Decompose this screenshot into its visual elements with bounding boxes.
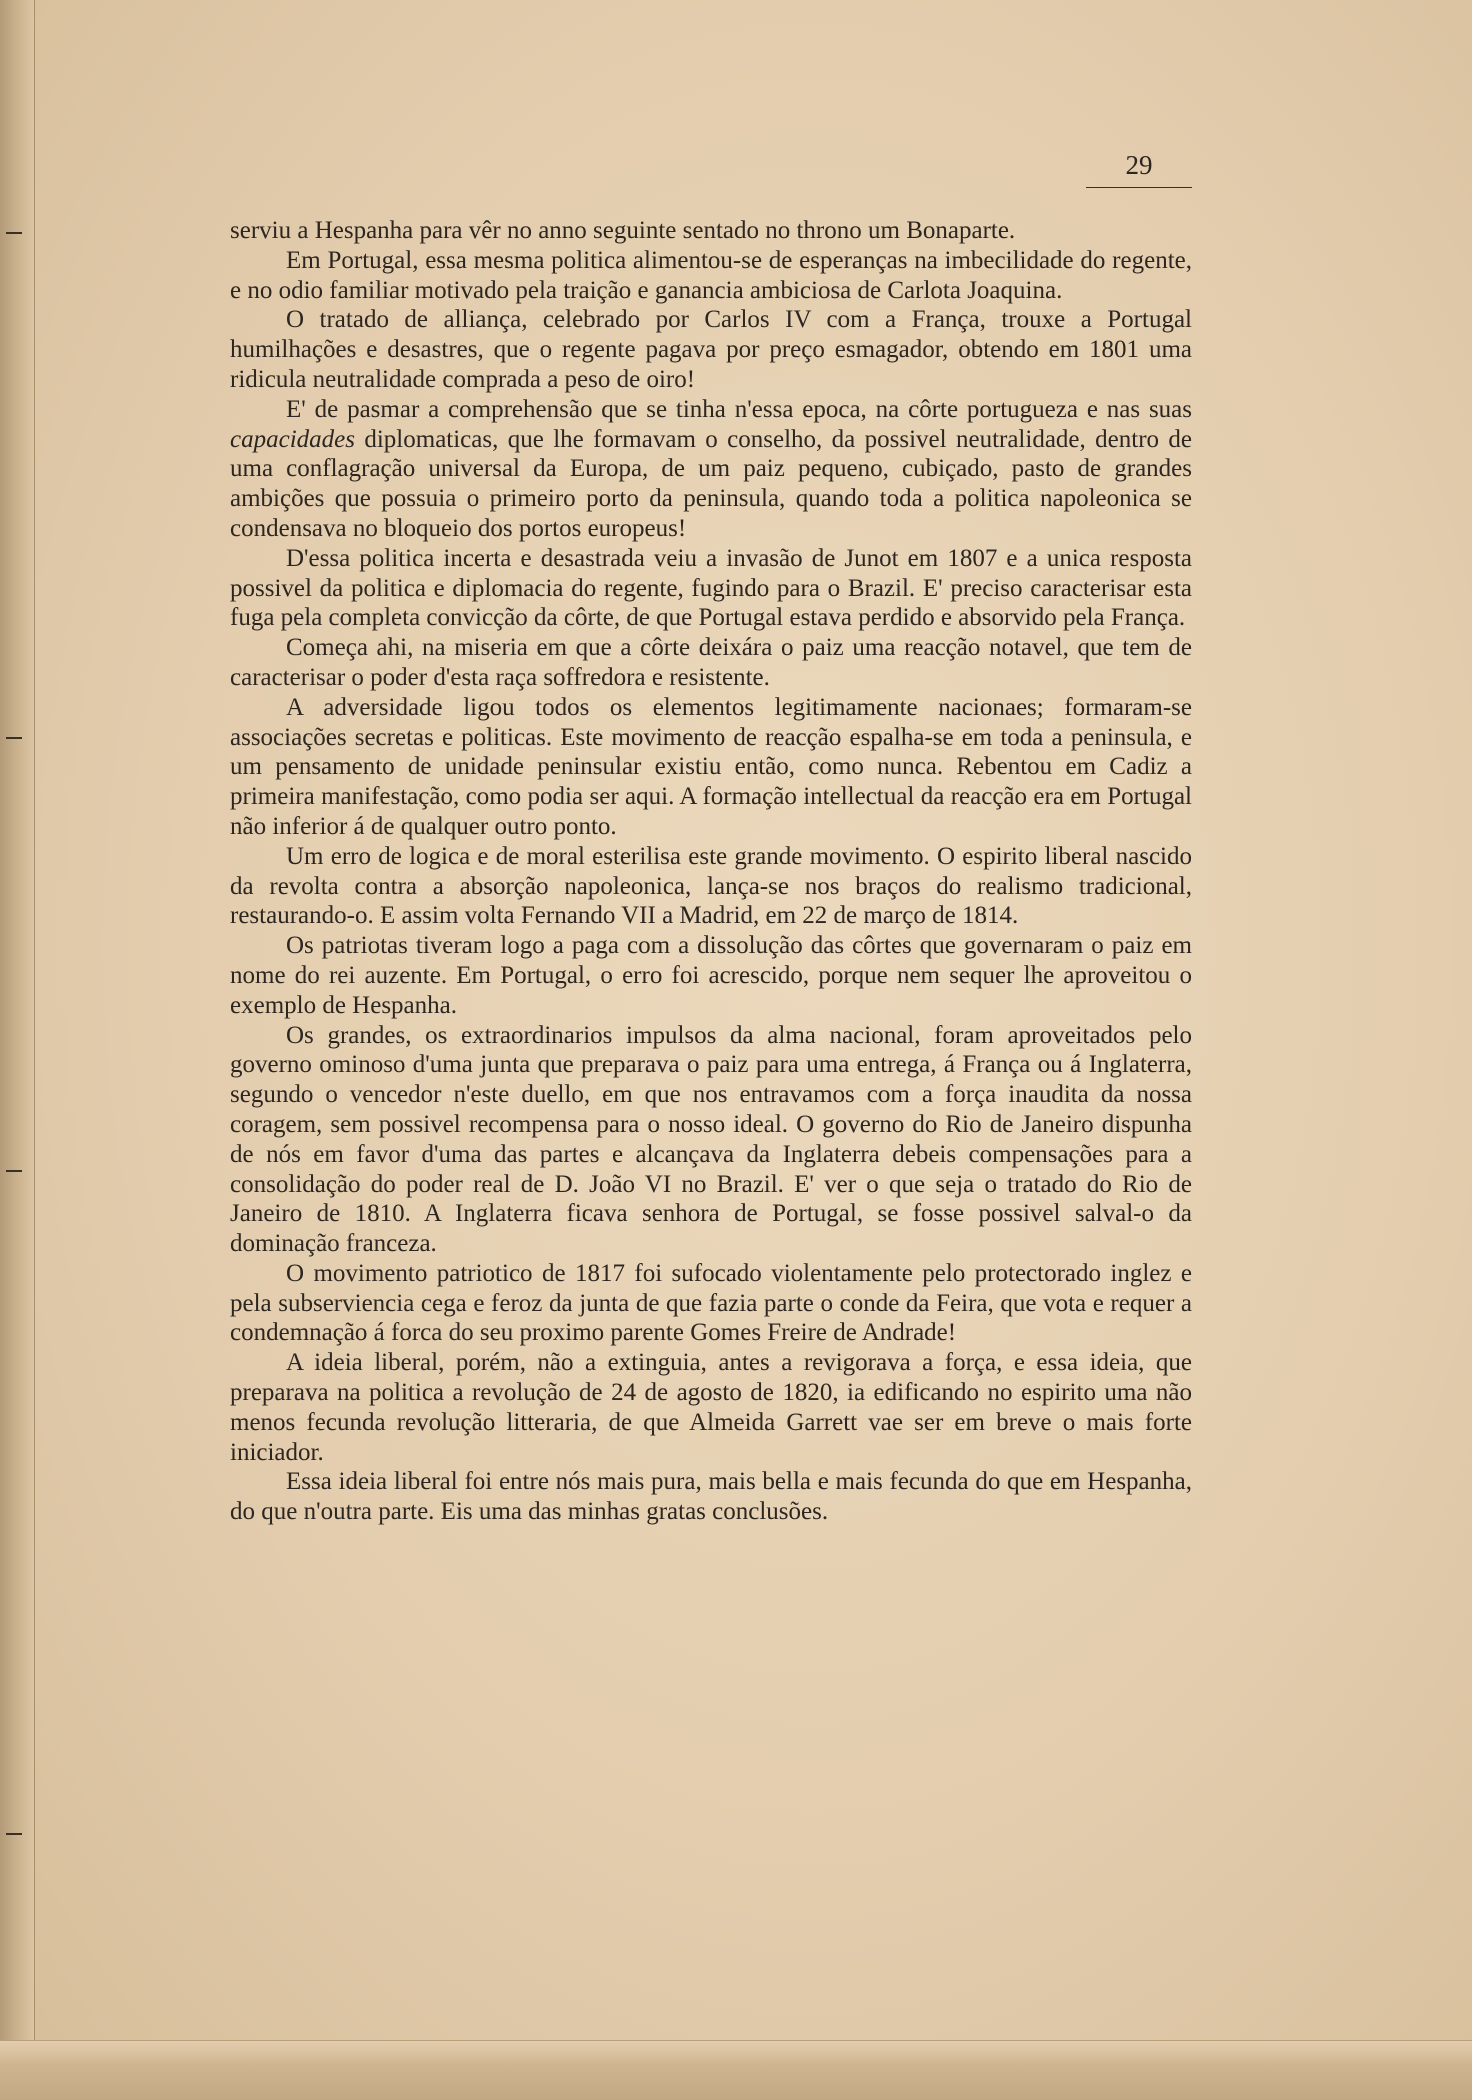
- paragraph: O tratado de alliança, celebrado por Carlos IV com a França, trouxe a Portugal humilhações e desastres, que o regente pagava por preço esmagador, obtendo em 1801 uma ridicula neutralidade comprada a peso de oiro!: [230, 306, 1192, 393]
- paragraph: O movimento patriotico de 1817 foi sufocado violentamente pelo protectorado inglez e pela subserviencia cega e feroz da junta de que fazia parte o conde da Feira, que vota e requer a condemnação á forca do seu proximo parente Gomes Freire de Andrade!: [230, 1259, 1192, 1347]
- margin-mark: [6, 232, 22, 234]
- paragraph: [230, 395, 1192, 544]
- paragraph-text: diplomaticas, que lhe formavam o conselho, da possivel neutralidade, dentro de uma conflagração universal da Europa, de um paiz pequeno, cubiçado, pasto de grandes ambições que possuia o primeiro porto da peninsula, quando toda a politica napoleonica se condensava no bloqueio dos portos europeus!: [230, 425, 1192, 542]
- margin-mark: [6, 1170, 22, 1172]
- paragraph: Um erro de logica e de moral esterilisa este grande movimento. O espirito liberal nascido da revolta contra a absorção napoleonica, lança-se nos braços do realismo tradicional, restaurando-o. E assim volta Fernando VII a Madrid, em 22 de março de 1814.: [230, 842, 1192, 930]
- paragraph: Essa ideia liberal foi entre nós mais pura, mais bella e mais fecunda do que em Hespanha, do que n'outra parte. Eis uma das minhas gratas conclusões.: [230, 1468, 1192, 1526]
- paragraph: Começa ahi, na miseria em que a côrte deixára o paiz uma reacção notavel, que tem de caracterisar o poder d'esta raça soffredora e resistente.: [230, 634, 1192, 691]
- body-text: [230, 216, 1192, 1527]
- italic-term: capacidades: [230, 425, 355, 453]
- margin-mark: [6, 1833, 22, 1835]
- margin-mark: [6, 737, 22, 739]
- paragraph: A ideia liberal, porém, não a extinguia, antes a revigorava a força, e essa ideia, que preparava na politica a revolução de 24 de agosto de 1820, ia edificando no espirito uma não menos fecunda revolução litteraria, de que Almeida Garrett vae ser em breve o mais forte iniciador.: [230, 1349, 1192, 1466]
- paragraph: serviu a Hespanha para vêr no anno seguinte sentado no throno um Bonaparte.: [230, 217, 1016, 244]
- paragraph: Em Portugal, essa mesma politica alimentou-se de esperanças na imbecilidade do regente, e no odio familiar motivado pela traição e ganancia ambiciosa de Carlota Joaquina.: [230, 246, 1192, 304]
- paragraph: D'essa politica incerta e desastrada veiu a invasão de Junot em 1807 e a unica resposta possivel da politica e diplomacia do regente, fugindo para o Brazil. E' preciso caracterisar esta fuga pela completa convicção da côrte, de que Portugal estava perdido e absorvido pela França.: [230, 544, 1192, 632]
- paragraph: Os grandes, os extraordinarios impulsos da alma nacional, foram aproveitados pelo governo ominoso d'uma junta que preparava o paiz para uma entrega, á França ou á Inglaterra, segundo o vencedor n'este duello, em que nos entravamos com a força inaudita da nossa coragem, sem possivel recompensa para o nosso ideal. O governo do Rio de Janeiro dispunha de nós em favor d'uma das partes e alcançava da Inglaterra debeis compensações para a consolidação do poder real de D. João VI no Brazil. E' ver o que seja o tratado do Rio de Janeiro de 1810. A Inglaterra ficava senhora de Portugal, se fosse possivel salval-o da dominação franceza.: [230, 1021, 1192, 1258]
- page-number: 29: [1086, 150, 1192, 188]
- book-spine-shadow: [0, 0, 35, 2100]
- paragraph-text: E' de pasmar a comprehensão que se tinha n'essa epoca, na côrte portugueza e nas suas: [286, 395, 1192, 423]
- page-bottom-edge: [0, 2040, 1472, 2100]
- paragraph: A adversidade ligou todos os elementos legitimamente nacionaes; formaram-se associações secretas e politicas. Este movimento de reacção espalha-se em toda a peninsula, e um pensamento de unidade peninsular existiu então, como nunca. Rebentou em Cadiz a primeira manifestação, como podia ser aqui. A formação intellectual da reacção era em Portugal não inferior á de qualquer outro ponto.: [230, 693, 1192, 840]
- paragraph: Os patriotas tiveram logo a paga com a dissolução das côrtes que governaram o paiz em nome do rei auzente. Em Portugal, o erro foi acrescido, porque nem sequer lhe aproveitou o exemplo de Hespanha.: [230, 932, 1192, 1019]
